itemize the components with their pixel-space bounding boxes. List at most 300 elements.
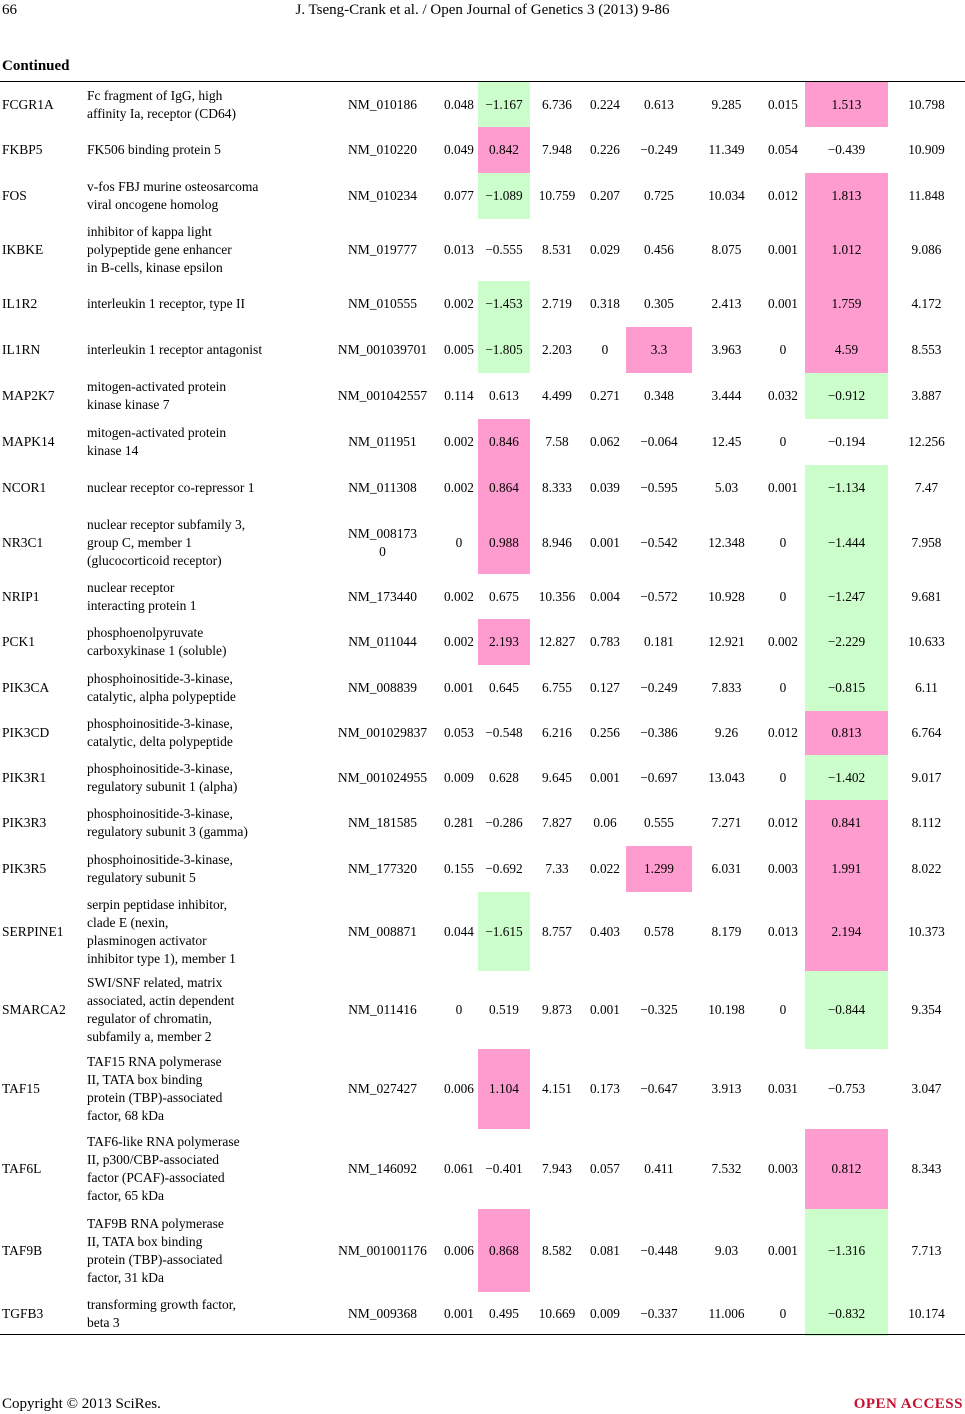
value-cell: 7.33 — [545, 861, 569, 876]
description-line: kinase 14 — [87, 443, 139, 458]
accession-line: NM_019777 — [347, 242, 417, 257]
value-cell: 0.813 — [805, 711, 888, 755]
value-cell: 0.842 — [478, 127, 530, 173]
description-line: regulator of chromatin, — [87, 1011, 212, 1026]
accession-line: NM_177320 — [347, 861, 417, 876]
value-cell: 7.827 — [542, 815, 572, 830]
value-cell: 7.271 — [711, 815, 742, 830]
value-cell: 2.194 — [805, 892, 888, 971]
value-cell: 5.03 — [714, 480, 739, 495]
value-cell: 0.013 — [444, 242, 474, 257]
value-cell: −1.247 — [805, 574, 888, 619]
value-cell: 0.114 — [444, 388, 474, 403]
value-cell: 9.354 — [911, 1002, 942, 1017]
accession-number — [325, 1292, 440, 1336]
description-line: catalytic, delta polypeptide — [87, 734, 233, 749]
description-line: catalytic, alpha polypeptide — [87, 689, 236, 704]
description-line: viral oncogene homolog — [87, 197, 219, 212]
value-cell: 0.628 — [489, 769, 519, 785]
value-cell: 0.062 — [590, 434, 620, 449]
value-cell: 0.281 — [444, 815, 474, 830]
value-cell: 0.077 — [444, 188, 474, 203]
description-line: phosphoinositide-3-kinase, — [87, 852, 233, 867]
gene-symbol: IKBKE — [2, 242, 44, 257]
table-row — [0, 755, 965, 800]
gene-description — [85, 373, 325, 419]
gene-description — [85, 419, 325, 465]
gene-description — [85, 574, 325, 619]
description-line: subfamily a, member 2 — [87, 1029, 212, 1044]
value-cell: 0.044 — [444, 923, 474, 939]
description-line: inhibitor of kappa light — [87, 224, 212, 239]
accession-number — [325, 327, 440, 373]
gene-symbol: SERPINE1 — [2, 923, 64, 939]
gene-description — [85, 892, 325, 971]
description-line: inhibitor type 1), member 1 — [87, 950, 236, 966]
value-cell: 0.271 — [590, 388, 620, 403]
value-cell: 0.002 — [444, 434, 474, 449]
gene-description — [85, 1129, 325, 1209]
value-cell: −0.912 — [805, 373, 888, 419]
value-cell: 10.909 — [908, 142, 945, 157]
accession-number — [325, 127, 440, 173]
table-row — [0, 511, 965, 574]
accession-line: NM_009368 — [347, 1306, 417, 1321]
value-cell: 12.348 — [708, 534, 745, 550]
description-line: phosphoinositide-3-kinase, — [87, 760, 233, 776]
accession-line: NM_146092 — [347, 1161, 417, 1176]
value-cell: −0.555 — [485, 242, 523, 257]
value-cell: 0.009 — [590, 1306, 620, 1321]
value-cell: 7.943 — [542, 1161, 572, 1176]
value-cell: 0.613 — [644, 96, 674, 112]
table-row — [0, 665, 965, 711]
value-cell: 0.348 — [644, 388, 674, 403]
accession-line: NM_001001176 — [338, 1242, 427, 1258]
gene-symbol: TAF6L — [2, 1161, 42, 1176]
value-cell: −0.249 — [640, 680, 678, 695]
accession-line: NM_010555 — [347, 296, 417, 311]
gene-symbol: FOS — [2, 188, 27, 203]
value-cell: 9.873 — [542, 1002, 572, 1017]
value-cell: 12.45 — [711, 434, 742, 449]
value-cell: 4.151 — [542, 1081, 572, 1096]
value-cell: 0.613 — [489, 388, 519, 403]
value-cell: 0.054 — [768, 142, 798, 157]
description-line: factor, 31 kDa — [87, 1269, 165, 1285]
value-cell: 0 — [779, 1306, 787, 1321]
value-cell: 1.012 — [805, 219, 888, 281]
value-cell: 8.333 — [542, 480, 572, 495]
value-cell: 11.848 — [908, 188, 945, 203]
table-row — [0, 711, 965, 755]
accession-number — [325, 711, 440, 755]
accession-line: NM_001029837 — [337, 725, 428, 740]
table-row — [0, 574, 965, 619]
value-cell: 0 — [779, 342, 787, 357]
table-row — [0, 173, 965, 219]
table-row — [0, 465, 965, 511]
value-cell: 6.764 — [911, 725, 942, 740]
value-cell: −0.542 — [640, 534, 678, 550]
value-cell: 6.216 — [542, 725, 572, 740]
value-cell: 0.725 — [644, 188, 674, 203]
gene-symbol: PCK1 — [2, 634, 36, 649]
value-cell: 0.226 — [590, 142, 620, 157]
accession-number — [325, 465, 440, 511]
value-cell: −1.089 — [478, 173, 530, 219]
accession-number — [325, 1129, 440, 1209]
table-row — [0, 892, 965, 971]
value-cell: −1.444 — [805, 511, 888, 574]
table-row — [0, 82, 965, 127]
accession-line: NM_011951 — [348, 434, 417, 449]
value-cell: −0.064 — [640, 434, 678, 449]
value-cell: 0.846 — [478, 419, 530, 465]
value-cell: 0.578 — [644, 923, 674, 939]
accession-number — [325, 511, 440, 574]
value-cell: 10.633 — [908, 634, 945, 649]
value-cell: −0.286 — [485, 815, 523, 830]
value-cell: 0.001 — [768, 480, 798, 495]
value-cell: −1.805 — [478, 327, 530, 373]
gene-description — [85, 1049, 325, 1129]
value-cell: 4.499 — [542, 388, 572, 403]
value-cell: −0.753 — [827, 1081, 866, 1096]
description-line: phosphoinositide-3-kinase, — [87, 671, 233, 686]
value-cell: 8.531 — [542, 242, 572, 257]
gene-description — [85, 1292, 325, 1336]
gene-description — [85, 82, 325, 127]
value-cell: −1.402 — [805, 755, 888, 800]
value-cell: 0 — [779, 769, 787, 785]
description-line: II, p300/CBP-associated — [87, 1152, 219, 1167]
value-cell: 10.669 — [538, 1306, 576, 1321]
value-cell: 0 — [779, 680, 787, 695]
table-row — [0, 971, 965, 1049]
gene-symbol: PIK3R3 — [2, 815, 47, 830]
value-cell: 0.555 — [644, 815, 674, 830]
description-line: plasminogen activator — [87, 932, 207, 948]
value-cell: −0.692 — [485, 861, 523, 876]
value-cell: 9.285 — [711, 96, 742, 112]
value-cell: 12.256 — [908, 434, 945, 449]
value-cell: 3.444 — [711, 388, 742, 403]
value-cell: 10.174 — [908, 1306, 945, 1321]
value-cell: 0.015 — [768, 96, 798, 112]
accession-line: NM_027427 — [347, 1081, 417, 1096]
description-line: phosphoinositide-3-kinase, — [87, 716, 233, 731]
value-cell: 0.127 — [590, 680, 620, 695]
value-cell: 10.373 — [908, 923, 945, 939]
description-line: phosphoenolpyruvate — [87, 625, 204, 640]
value-cell: 0.003 — [768, 1161, 798, 1176]
value-cell: 7.47 — [914, 480, 939, 495]
value-cell: −0.697 — [640, 769, 678, 785]
accession-number — [325, 219, 440, 281]
value-cell: 0.053 — [444, 725, 474, 740]
accession-line: NM_001024955 — [337, 769, 428, 785]
value-cell: 9.017 — [911, 769, 942, 785]
value-cell: −0.595 — [640, 480, 678, 495]
description-line: carboxykinase 1 (soluble) — [87, 643, 227, 658]
gene-description — [85, 665, 325, 711]
value-cell: 0.006 — [444, 1081, 474, 1096]
value-cell: 0.841 — [805, 800, 888, 846]
value-cell: 12.827 — [538, 634, 576, 649]
value-cell: 7.713 — [911, 1242, 942, 1258]
value-cell: 0.001 — [590, 1002, 620, 1017]
accession-number — [325, 173, 440, 219]
gene-symbol: TAF15 — [2, 1081, 40, 1096]
value-cell: 0.049 — [444, 142, 474, 157]
value-cell: 2.203 — [542, 342, 572, 357]
table-row — [0, 373, 965, 419]
gene-description — [85, 511, 325, 574]
value-cell: 11.006 — [708, 1306, 745, 1321]
value-cell: 8.343 — [911, 1161, 942, 1176]
description-line: regulatory subunit 3 (gamma) — [87, 824, 248, 839]
table-row — [0, 1049, 965, 1129]
value-cell: 10.928 — [708, 588, 745, 604]
description-line: nuclear receptor co-repressor 1 — [87, 480, 255, 495]
gene-symbol: NRIP1 — [2, 588, 40, 604]
value-cell: 0.039 — [590, 480, 620, 495]
value-cell: −0.815 — [805, 665, 888, 711]
value-cell: 6.736 — [542, 96, 572, 112]
value-cell: 3.887 — [911, 388, 942, 403]
value-cell: 0 — [455, 1002, 463, 1017]
value-cell: 0 — [455, 534, 463, 550]
accession-line: NM_008839 — [347, 680, 417, 695]
accession-line: NM_181585 — [347, 815, 417, 830]
value-cell: 8.553 — [911, 342, 942, 357]
accession-number — [325, 619, 440, 665]
accession-number — [325, 665, 440, 711]
table-row — [0, 219, 965, 281]
value-cell: 0.495 — [489, 1306, 519, 1321]
accession-number — [325, 1209, 440, 1292]
accession-number — [325, 800, 440, 846]
description-line: kinase kinase 7 — [87, 397, 170, 412]
gene-description — [85, 281, 325, 327]
accession-line: NM_010220 — [347, 142, 417, 157]
value-cell: 0.009 — [444, 769, 474, 785]
description-line: polypeptide gene enhancer — [87, 242, 232, 257]
accession-line: NM_011044 — [348, 634, 417, 649]
value-cell: 0.403 — [590, 923, 620, 939]
value-cell: 0.013 — [768, 923, 798, 939]
gene-description — [85, 173, 325, 219]
gene-symbol: FCGR1A — [2, 96, 54, 112]
gene-description — [85, 800, 325, 846]
gene-description — [85, 219, 325, 281]
value-cell: 0.988 — [478, 511, 530, 574]
description-line: mitogen-activated protein — [87, 379, 227, 394]
value-cell: −0.572 — [640, 588, 678, 604]
gene-symbol: PIK3CA — [2, 680, 50, 695]
value-cell: 8.112 — [911, 815, 942, 830]
description-line: factor, 68 kDa — [87, 1108, 165, 1123]
value-cell: 0.645 — [489, 680, 519, 695]
value-cell: −1.134 — [805, 465, 888, 511]
accession-line: NM_001039701 — [337, 342, 428, 357]
description-line: TAF6-like RNA polymerase — [87, 1134, 240, 1149]
value-cell: 3.913 — [711, 1081, 742, 1096]
value-cell: 0.001 — [768, 296, 798, 311]
description-line: v-fos FBJ murine osteosarcoma — [87, 179, 259, 194]
value-cell: 4.172 — [911, 296, 942, 311]
value-cell: 0.002 — [444, 588, 474, 604]
gene-symbol: PIK3CD — [2, 725, 50, 740]
value-cell: 7.948 — [542, 142, 572, 157]
value-cell: 2.719 — [542, 296, 572, 311]
value-cell: 0.002 — [444, 480, 474, 495]
gene-symbol: NCOR1 — [2, 480, 47, 495]
description-line: interleukin 1 receptor, type II — [87, 296, 246, 311]
accession-line: NM_010234 — [347, 188, 417, 203]
continued-label: Continued — [2, 58, 70, 74]
value-cell: 0.305 — [644, 296, 674, 311]
table-row — [0, 846, 965, 892]
value-cell: 0.004 — [590, 588, 620, 604]
accession-line: 0 — [379, 543, 386, 559]
accession-line: NM_008173 — [347, 525, 417, 541]
gene-symbol: PIK3R5 — [2, 861, 47, 876]
value-cell: −1.615 — [478, 892, 530, 971]
description-line: mitogen-activated protein — [87, 425, 227, 440]
table-row — [0, 327, 965, 373]
value-cell: −0.386 — [640, 725, 678, 740]
value-cell: 0.001 — [768, 242, 798, 257]
value-cell: 9.03 — [714, 1242, 739, 1258]
description-line: protein (TBP)-associated — [87, 1090, 223, 1105]
value-cell: −1.316 — [805, 1209, 888, 1292]
value-cell: −0.249 — [640, 142, 678, 157]
value-cell: 8.179 — [711, 923, 742, 939]
value-cell: −0.194 — [827, 434, 866, 449]
accession-number — [325, 419, 440, 465]
description-line: interacting protein 1 — [87, 597, 197, 613]
description-line: protein (TBP)-associated — [87, 1251, 223, 1267]
table-row — [0, 419, 965, 465]
value-cell: 0.022 — [590, 861, 620, 876]
value-cell: 2.413 — [711, 296, 742, 311]
value-cell: −0.325 — [640, 1002, 678, 1017]
gene-symbol: IL1R2 — [2, 296, 38, 311]
value-cell: 0.318 — [590, 296, 620, 311]
description-line: transforming growth factor, — [87, 1297, 237, 1312]
table-row — [0, 800, 965, 846]
gene-symbol: IL1RN — [2, 342, 41, 357]
value-cell: −1.453 — [478, 281, 530, 327]
value-cell: 8.946 — [542, 534, 572, 550]
value-cell: 0.411 — [644, 1161, 674, 1176]
value-cell: 6.755 — [542, 680, 572, 695]
value-cell: 1.299 — [626, 846, 692, 892]
description-line: interleukin 1 receptor antagonist — [87, 342, 263, 357]
value-cell: 0.001 — [768, 1242, 798, 1258]
description-line: TAF15 RNA polymerase — [87, 1054, 222, 1069]
value-cell: −0.844 — [805, 971, 888, 1049]
gene-symbol: TAF9B — [2, 1242, 43, 1258]
value-cell: 9.26 — [714, 725, 739, 740]
value-cell: 0.032 — [768, 388, 798, 403]
accession-line: NM_011308 — [348, 480, 417, 495]
value-cell: 0.783 — [590, 634, 620, 649]
page-number: 66 — [2, 2, 17, 18]
value-cell: 10.356 — [538, 588, 576, 604]
value-cell: 0.173 — [590, 1081, 620, 1096]
gene-description — [85, 971, 325, 1049]
value-cell: 0 — [779, 588, 787, 604]
value-cell: 0.06 — [593, 815, 617, 830]
table-row — [0, 281, 965, 327]
description-line: Fc fragment of IgG, high — [87, 87, 223, 103]
value-cell: −2.229 — [805, 619, 888, 665]
gene-symbol: MAP2K7 — [2, 388, 55, 403]
value-cell: 0.031 — [768, 1081, 798, 1096]
accession-line: NM_001042557 — [337, 388, 428, 403]
accession-number — [325, 574, 440, 619]
table-row — [0, 619, 965, 665]
accession-number — [325, 892, 440, 971]
value-cell: 0 — [779, 1002, 787, 1017]
gene-description — [85, 465, 325, 511]
description-line: II, TATA box binding — [87, 1233, 203, 1249]
value-cell: 0.002 — [444, 296, 474, 311]
value-cell: 0 — [779, 434, 787, 449]
accession-number — [325, 971, 440, 1049]
description-line: in B-cells, kinase epsilon — [87, 260, 223, 275]
value-cell: 0.002 — [768, 634, 798, 649]
description-line: SWI/SNF related, matrix — [87, 975, 223, 990]
gene-expression-table — [0, 82, 965, 1336]
value-cell: −0.337 — [640, 1306, 678, 1321]
accession-number — [325, 373, 440, 419]
value-cell: 8.582 — [542, 1242, 572, 1258]
value-cell: 9.681 — [911, 588, 942, 604]
value-cell: 1.813 — [805, 173, 888, 219]
open-access-label: OPEN ACCESS — [853, 1396, 963, 1412]
value-cell: 3.3 — [626, 327, 692, 373]
description-line: affinity Ia, receptor (CD64) — [87, 105, 236, 121]
value-cell: 1.759 — [805, 281, 888, 327]
value-cell: 0.002 — [444, 634, 474, 649]
value-cell: 10.198 — [708, 1002, 745, 1017]
value-cell: 0.012 — [768, 725, 798, 740]
description-line: FK506 binding protein 5 — [87, 142, 221, 157]
table-row — [0, 1209, 965, 1292]
value-cell: 7.958 — [911, 534, 942, 550]
value-cell: 0.006 — [444, 1242, 474, 1258]
value-cell: 0.181 — [644, 634, 674, 649]
description-line: clade E (nexin, — [87, 914, 169, 930]
description-line: group C, member 1 — [87, 534, 192, 550]
value-cell: −0.448 — [640, 1242, 678, 1258]
description-line: beta 3 — [87, 1315, 120, 1330]
running-head: J. Tseng-Crank et al. / Open Journal of Genetics 3 (2013) 9-86 — [295, 2, 670, 18]
value-cell: 0.005 — [444, 342, 474, 357]
value-cell: −1.167 — [478, 82, 530, 127]
gene-description — [85, 1209, 325, 1292]
table-body — [0, 82, 965, 1336]
value-cell: 6.031 — [711, 861, 742, 876]
description-line: nuclear receptor subfamily 3, — [87, 516, 246, 532]
accession-line: NM_011416 — [348, 1002, 417, 1017]
value-cell: 0.675 — [489, 588, 519, 604]
description-line: II, TATA box binding — [87, 1072, 203, 1087]
